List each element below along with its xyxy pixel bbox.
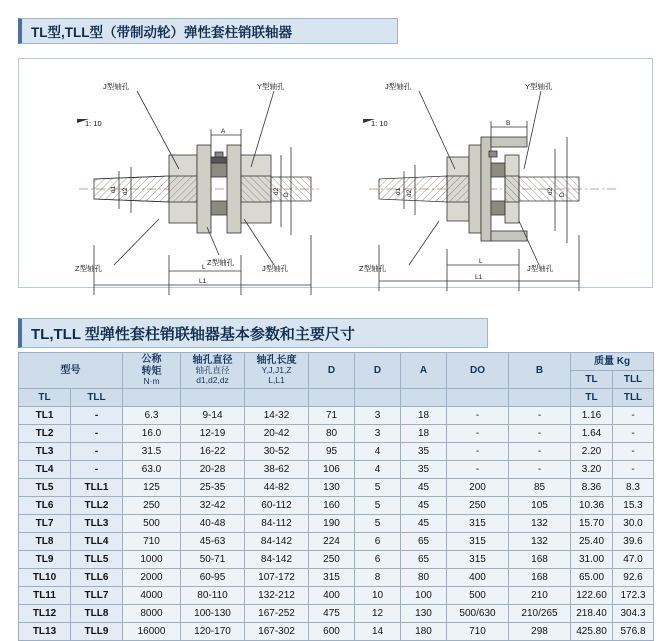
cell-A: 65 <box>401 533 447 551</box>
label-j-bore-right: J型轴孔 <box>385 82 412 91</box>
cell-D2: 6 <box>355 551 401 569</box>
th-mass: 质量 Kg <box>571 353 654 371</box>
cell-bore_len: 132-212 <box>245 587 309 605</box>
table-section-title-text: TL,TLL 型弹性套柱销联轴器基本参数和主要尺寸 <box>31 325 355 343</box>
cell-D: 95 <box>309 443 355 461</box>
table-row <box>19 533 654 551</box>
cell-D: 80 <box>309 425 355 443</box>
cell-DO: - <box>447 407 509 425</box>
dim-d2-right: d2 <box>406 189 413 197</box>
cell-tl: TL7 <box>19 515 71 533</box>
cell-D: 190 <box>309 515 355 533</box>
cell-tl: TL12 <box>19 605 71 623</box>
cell-DO: 315 <box>447 551 509 569</box>
cell-D2: 8 <box>355 569 401 587</box>
table-row <box>19 479 654 497</box>
table-row <box>19 407 654 425</box>
table-header-row-1 <box>19 353 654 371</box>
cell-bore_dia: 20-28 <box>181 461 245 479</box>
cell-bore_dia: 80-110 <box>181 587 245 605</box>
th-bore-dia-sub: 轴孔直径 <box>195 365 230 376</box>
th-bore-dia <box>181 353 245 389</box>
cell-A: 130 <box>401 605 447 623</box>
th-bore-len-sub: Y,J,J1,Z <box>261 365 292 376</box>
cell-DO: 500 <box>447 587 509 605</box>
label-z-bore-left: Z型轴孔 <box>75 264 103 273</box>
label-j-bore-right-2: J型轴孔 <box>527 264 554 273</box>
cell-D: 600 <box>309 623 355 641</box>
cell-A: 35 <box>401 461 447 479</box>
cell-m_tl: 10.36 <box>571 497 613 515</box>
cell-tll: TLL1 <box>71 479 123 497</box>
table-row <box>19 623 654 641</box>
cell-m_tl: 3.20 <box>571 461 613 479</box>
cell-bore_len: 44-82 <box>245 479 309 497</box>
cell-bore_len: 107-172 <box>245 569 309 587</box>
cell-A: 100 <box>401 587 447 605</box>
cell-torque: 500 <box>123 515 181 533</box>
cell-A: 45 <box>401 515 447 533</box>
cell-A: 18 <box>401 425 447 443</box>
cell-D2: 5 <box>355 497 401 515</box>
cell-m_tll: 47.0 <box>613 551 654 569</box>
cell-m_tll: 39.6 <box>613 533 654 551</box>
cell-tll: TLL4 <box>71 533 123 551</box>
cell-m_tl: 31.00 <box>571 551 613 569</box>
cell-D2: 4 <box>355 443 401 461</box>
cell-m_tl: 218.40 <box>571 605 613 623</box>
label-j-bore-left: J型轴孔 <box>103 82 130 91</box>
th-DO: DO <box>447 353 509 389</box>
cell-bore_dia: 40-48 <box>181 515 245 533</box>
spec-table <box>18 352 654 641</box>
table-row <box>19 569 654 587</box>
table-row <box>19 461 654 479</box>
cell-bore_dia: 16-22 <box>181 443 245 461</box>
dim-L-left: L <box>202 264 206 271</box>
cell-DO: 315 <box>447 515 509 533</box>
th-spacer-D2 <box>355 389 401 407</box>
cell-B: 168 <box>509 569 571 587</box>
cell-bore_dia: 45-63 <box>181 533 245 551</box>
cell-m_tl: 8.36 <box>571 479 613 497</box>
cell-bore_len: 167-252 <box>245 605 309 623</box>
cell-D: 250 <box>309 551 355 569</box>
dim-L1-left: L1 <box>199 278 207 285</box>
cell-B: 168 <box>509 551 571 569</box>
cell-D: 475 <box>309 605 355 623</box>
th-model-tl: TL <box>19 389 71 407</box>
dim-D0-left: d2 <box>273 187 280 195</box>
cell-B: 85 <box>509 479 571 497</box>
cell-D2: 3 <box>355 407 401 425</box>
cell-bore_len: 84-142 <box>245 551 309 569</box>
cell-bore_dia: 9-14 <box>181 407 245 425</box>
cell-m_tll: 576.8 <box>613 623 654 641</box>
cell-A: 45 <box>401 497 447 515</box>
cell-m_tll: 30.0 <box>613 515 654 533</box>
spec-table-body <box>19 407 654 641</box>
cell-m_tl: 425.80 <box>571 623 613 641</box>
cell-DO: 710 <box>447 623 509 641</box>
cell-m_tl: 15.70 <box>571 515 613 533</box>
cell-tl: TL4 <box>19 461 71 479</box>
th-spacer-B <box>509 389 571 407</box>
cell-m_tl: 65.00 <box>571 569 613 587</box>
cell-bore_len: 84-112 <box>245 515 309 533</box>
cell-tl: TL2 <box>19 425 71 443</box>
cell-A: 180 <box>401 623 447 641</box>
cell-D2: 3 <box>355 425 401 443</box>
cell-bore_dia: 32-42 <box>181 497 245 515</box>
th-spacer-DO <box>447 389 509 407</box>
cell-torque: 6.3 <box>123 407 181 425</box>
th-torque <box>123 353 181 389</box>
cell-tll: TLL9 <box>71 623 123 641</box>
cell-torque: 63.0 <box>123 461 181 479</box>
cell-B: 210 <box>509 587 571 605</box>
cell-bore_dia: 100-130 <box>181 605 245 623</box>
right-view <box>359 81 619 291</box>
cell-tll: TLL6 <box>71 569 123 587</box>
th-B: B <box>509 353 571 389</box>
cell-m_tll: 15.3 <box>613 497 654 515</box>
cell-B: - <box>509 407 571 425</box>
cell-bore_len: 38-62 <box>245 461 309 479</box>
cell-torque: 1000 <box>123 551 181 569</box>
cell-tl: TL13 <box>19 623 71 641</box>
cell-bore_len: 20-42 <box>245 425 309 443</box>
cell-D2: 6 <box>355 533 401 551</box>
cell-B: 298 <box>509 623 571 641</box>
cell-DO: 250 <box>447 497 509 515</box>
cell-m_tll: 92.6 <box>613 569 654 587</box>
cell-tl: TL8 <box>19 533 71 551</box>
cell-torque: 710 <box>123 533 181 551</box>
cell-DO: - <box>447 425 509 443</box>
cell-m_tl: 2.20 <box>571 443 613 461</box>
dim-A-left: A <box>221 128 226 135</box>
cell-tl: TL3 <box>19 443 71 461</box>
table-row <box>19 497 654 515</box>
cell-D: 160 <box>309 497 355 515</box>
cell-m_tll: - <box>613 425 654 443</box>
label-taper-left: 1: 10 <box>85 119 102 128</box>
cell-bore_dia: 25-35 <box>181 479 245 497</box>
cell-torque: 2000 <box>123 569 181 587</box>
th-spacer-bore-len <box>245 389 309 407</box>
cell-DO: 400 <box>447 569 509 587</box>
label-y-bore-left: Y型轴孔 <box>257 82 285 91</box>
cell-A: 18 <box>401 407 447 425</box>
cell-B: - <box>509 425 571 443</box>
table-section-title <box>18 318 488 348</box>
th-bore-len-title: 轴孔长度 <box>256 354 297 366</box>
table-row <box>19 551 654 569</box>
dim-L-right: L <box>479 258 483 265</box>
coupling-drawing <box>19 59 652 287</box>
cell-tl: TL5 <box>19 479 71 497</box>
dim-L1-right: L1 <box>475 274 483 281</box>
dim-d1-right: d1 <box>395 187 402 195</box>
cell-torque: 4000 <box>123 587 181 605</box>
cell-tl: TL9 <box>19 551 71 569</box>
label-z-bore-left-2: Z型轴孔 <box>207 258 235 267</box>
cell-B: 132 <box>509 515 571 533</box>
th-mass-tl: TL <box>571 371 613 389</box>
table-row <box>19 605 654 623</box>
cell-tll: - <box>71 407 123 425</box>
cell-D2: 12 <box>355 605 401 623</box>
th-D: D <box>309 353 355 389</box>
cell-D2: 4 <box>355 461 401 479</box>
dim-D-right: D <box>559 192 566 197</box>
cell-A: 35 <box>401 443 447 461</box>
th-D-small: D <box>355 353 401 389</box>
th-bore-len <box>245 353 309 389</box>
th-spacer-A <box>401 389 447 407</box>
cell-D2: 5 <box>355 479 401 497</box>
th-spacer-torque <box>123 389 181 407</box>
th-mass-tll: TLL <box>613 371 654 389</box>
cell-tl: TL1 <box>19 407 71 425</box>
cell-m_tll: - <box>613 443 654 461</box>
cell-A: 80 <box>401 569 447 587</box>
cell-tll: TLL2 <box>71 497 123 515</box>
cell-bore_dia: 120-170 <box>181 623 245 641</box>
cell-D: 71 <box>309 407 355 425</box>
cell-bore_len: 84-142 <box>245 533 309 551</box>
cell-tll: - <box>71 461 123 479</box>
cell-B: 105 <box>509 497 571 515</box>
cell-B: - <box>509 443 571 461</box>
cell-D: 315 <box>309 569 355 587</box>
drawing-section-title <box>18 18 398 44</box>
th-bore-len-syms: L,L1 <box>268 375 285 386</box>
th-torque-line2: 转矩 <box>141 365 162 377</box>
cell-tll: - <box>71 443 123 461</box>
cell-tll: - <box>71 425 123 443</box>
th-A: A <box>401 353 447 389</box>
dim-d2-left: d2 <box>122 187 129 195</box>
cell-D2: 14 <box>355 623 401 641</box>
th-torque-line1: 公称 <box>141 354 162 366</box>
drawing-panel <box>18 58 653 288</box>
cell-m_tl: 1.64 <box>571 425 613 443</box>
th-mass-tll-2: TLL <box>613 389 654 407</box>
cell-torque: 8000 <box>123 605 181 623</box>
table-row <box>19 425 654 443</box>
label-z-bore-right: Z型轴孔 <box>359 264 387 273</box>
cell-B: 132 <box>509 533 571 551</box>
cell-m_tl: 122.60 <box>571 587 613 605</box>
th-torque-unit: N·m <box>143 376 160 387</box>
cell-bore_len: 14-32 <box>245 407 309 425</box>
cell-tl: TL10 <box>19 569 71 587</box>
cell-bore_len: 30-52 <box>245 443 309 461</box>
th-model: 型号 <box>19 353 123 389</box>
cell-m_tll: 304.3 <box>613 605 654 623</box>
cell-bore_len: 60-112 <box>245 497 309 515</box>
drawing-section-title-text: TL型,TLL型（带制动轮）弹性套柱销联轴器 <box>31 25 292 40</box>
cell-DO: 315 <box>447 533 509 551</box>
dim-D0-right: d2 <box>547 187 554 195</box>
cell-D: 130 <box>309 479 355 497</box>
label-j-bore-left-2: J型轴孔 <box>262 264 289 273</box>
table-header-row-3 <box>19 389 654 407</box>
th-model-tll: TLL <box>71 389 123 407</box>
cell-tll: TLL8 <box>71 605 123 623</box>
cell-torque: 250 <box>123 497 181 515</box>
cell-bore_dia: 12-19 <box>181 425 245 443</box>
label-y-bore-right: Y型轴孔 <box>525 82 553 91</box>
cell-torque: 31.5 <box>123 443 181 461</box>
cell-A: 65 <box>401 551 447 569</box>
cell-torque: 16000 <box>123 623 181 641</box>
th-bore-dia-syms: d1,d2,dz <box>196 375 229 386</box>
label-taper-right: 1: 10 <box>371 119 388 128</box>
cell-torque: 125 <box>123 479 181 497</box>
cell-D: 400 <box>309 587 355 605</box>
cell-m_tl: 25.40 <box>571 533 613 551</box>
cell-tl: TL11 <box>19 587 71 605</box>
cell-D: 106 <box>309 461 355 479</box>
cell-DO: - <box>447 443 509 461</box>
cell-m_tll: - <box>613 407 654 425</box>
table-row <box>19 443 654 461</box>
spec-table-container <box>18 352 653 641</box>
cell-DO: 500/630 <box>447 605 509 623</box>
cell-tll: TLL7 <box>71 587 123 605</box>
cell-A: 45 <box>401 479 447 497</box>
cell-tll: TLL5 <box>71 551 123 569</box>
cell-m_tl: 1.16 <box>571 407 613 425</box>
table-row <box>19 587 654 605</box>
cell-D: 224 <box>309 533 355 551</box>
cell-B: - <box>509 461 571 479</box>
cell-DO: - <box>447 461 509 479</box>
th-spacer-D <box>309 389 355 407</box>
cell-DO: 200 <box>447 479 509 497</box>
table-row <box>19 515 654 533</box>
dim-d1-left: d1 <box>110 185 117 193</box>
dim-B-right: B <box>506 120 511 127</box>
cell-bore_dia: 50-71 <box>181 551 245 569</box>
cell-torque: 16.0 <box>123 425 181 443</box>
left-view <box>75 81 319 295</box>
cell-m_tll: - <box>613 461 654 479</box>
th-mass-tl-2: TL <box>571 389 613 407</box>
cell-B: 210/265 <box>509 605 571 623</box>
th-bore-dia-title: 轴孔直径 <box>192 354 233 366</box>
cell-tl: TL6 <box>19 497 71 515</box>
cell-D2: 5 <box>355 515 401 533</box>
dim-D-left: D <box>283 192 290 197</box>
cell-m_tll: 8.3 <box>613 479 654 497</box>
cell-bore_dia: 60-95 <box>181 569 245 587</box>
cell-bore_len: 167-302 <box>245 623 309 641</box>
cell-m_tll: 172.3 <box>613 587 654 605</box>
th-spacer-bore-dia <box>181 389 245 407</box>
cell-tll: TLL3 <box>71 515 123 533</box>
cell-D2: 10 <box>355 587 401 605</box>
